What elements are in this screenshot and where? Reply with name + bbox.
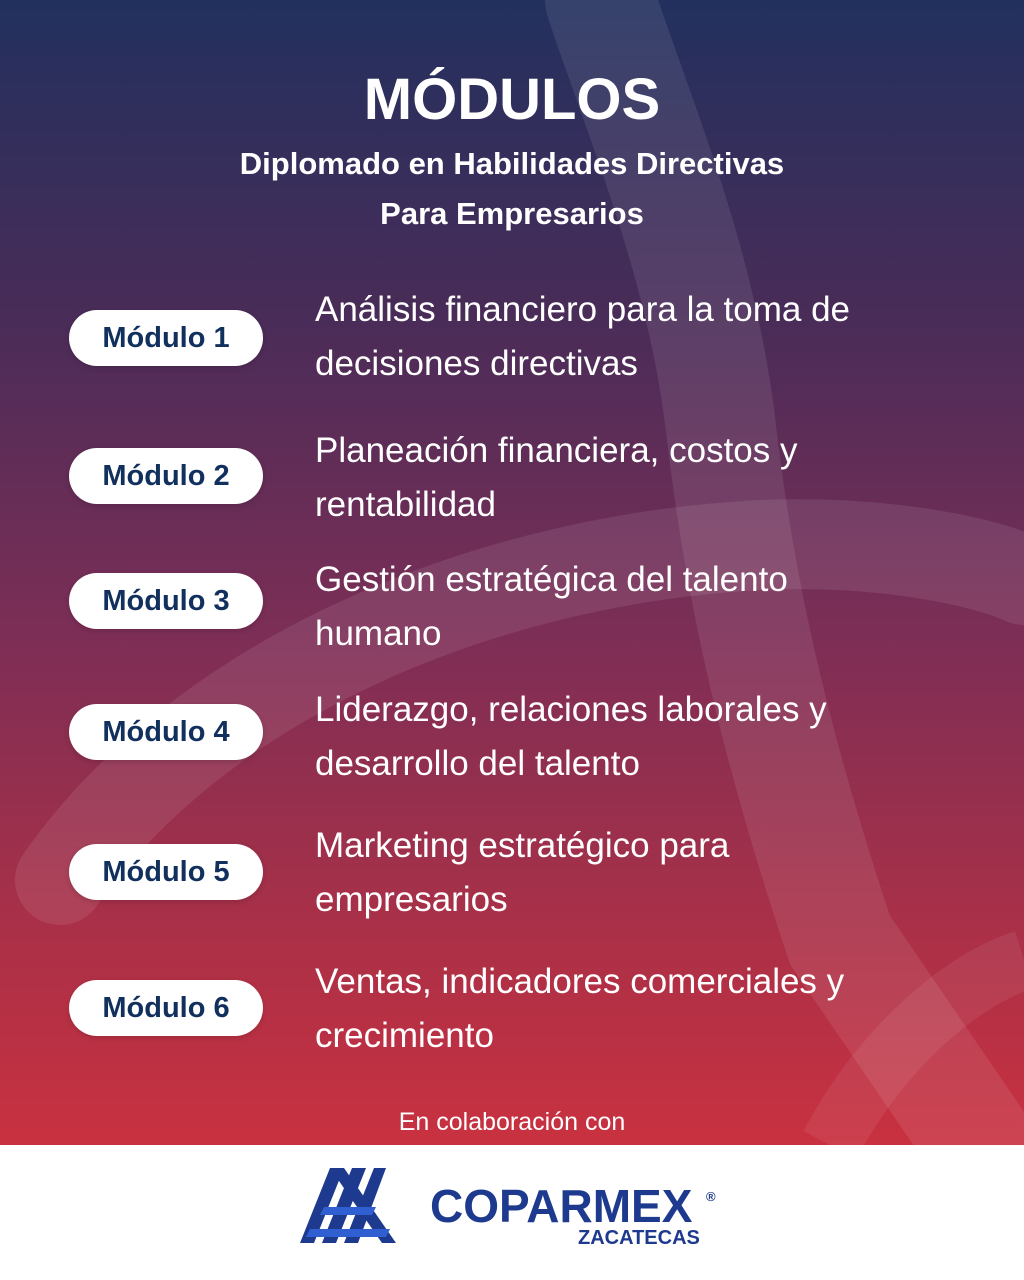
module-badge-5: Módulo 5 [69,844,263,900]
registered-mark: ® [706,1189,716,1204]
module-5-desc-line-2: empresarios [315,880,508,919]
footer [0,1145,1024,1280]
module-badge-4: Módulo 4 [69,704,263,760]
brand-subtitle: ZACATECAS [578,1227,700,1249]
module-1-desc-line-1: Análisis financiero para la toma de [315,290,851,329]
subtitle-line-1: Diplomado en Habilidades Directivas [239,146,785,181]
module-1-desc-line-2: decisiones directivas [315,344,638,383]
module-badge-6: Módulo 6 [69,980,263,1036]
page-title: MÓDULOS [363,67,661,132]
brand-name: COPARMEX [430,1180,693,1232]
module-badge-3: Módulo 3 [69,573,263,629]
collaboration-text: En colaboración con [398,1108,626,1136]
module-3-desc-line-1: Gestión estratégica del talento [315,560,788,599]
module-6-desc-line-1: Ventas, indicadores comerciales y [315,962,845,1001]
module-3-desc-line-2: humano [315,614,442,653]
module-2-desc-line-1: Planeación financiera, costos y [315,431,798,470]
module-5-desc-line-1: Marketing estratégico para [315,826,730,865]
module-2-desc-line-2: rentabilidad [315,485,496,524]
module-badge-2: Módulo 2 [69,448,263,504]
subtitle-line-2: Para Empresarios [380,196,644,231]
coparmex-logo-icon [300,1163,400,1249]
module-4-desc-line-2: desarrollo del talento [315,744,640,783]
module-badge-1: Módulo 1 [69,310,263,366]
module-6-desc-line-2: crecimiento [315,1016,494,1055]
module-4-desc-line-1: Liderazgo, relaciones laborales y [315,690,827,729]
